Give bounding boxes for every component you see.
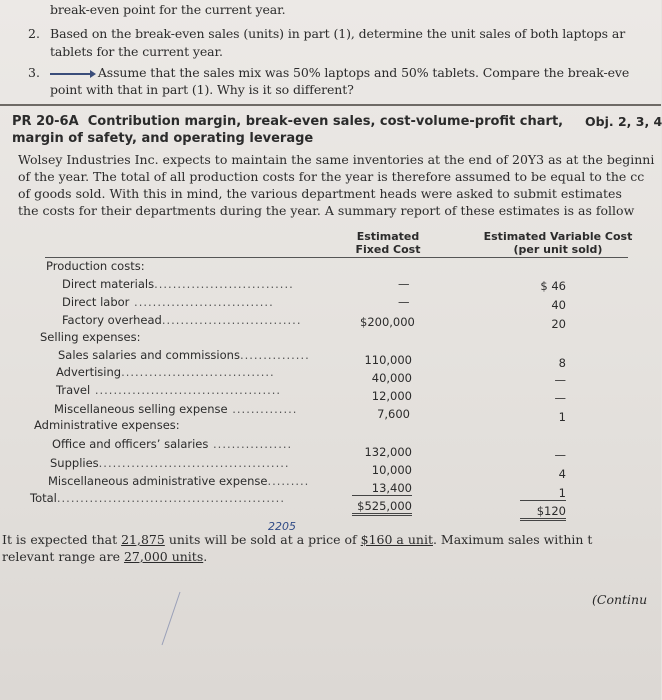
fixed-cost-cell: 7,600 (377, 407, 410, 421)
problem-heading-line2: margin of safety, and operating leverage (12, 131, 314, 146)
closing-line2: relevant range are 27,000 units. (2, 549, 208, 564)
fixed-cost-header: Estimated Fixed Cost (355, 230, 421, 256)
table-row-label: Advertising................................. (56, 365, 275, 379)
section-label-production: Production costs: (46, 259, 145, 273)
fixed-cost-cell: 110,000 (364, 353, 412, 367)
table-row-label-total: Total................................................. (30, 491, 285, 505)
section-divider (0, 104, 661, 106)
variable-cost-cell: — (554, 448, 566, 462)
problem-paragraph-line4: the costs for their departments during the year. A summary report of these estimates is as follow (18, 203, 635, 218)
variable-cost-cell: 4 (558, 467, 566, 481)
fixed-cost-cell: 40,000 (371, 371, 412, 385)
variable-cost-cell: $ 46 (540, 279, 566, 293)
variable-cost-cell: 8 (558, 356, 566, 370)
question-2-number: 2. (28, 26, 40, 41)
question-2-line1: Based on the break-even sales (units) in part (1), determine the unit sales of both laptops ar (50, 26, 626, 41)
objectives-label: Obj. 2, 3, 4 (585, 114, 662, 129)
table-row-label: Office and officers’ salaries ................. (52, 437, 293, 451)
pen-scribble (150, 590, 200, 650)
variable-cost-header: Estimated Variable Cost (per unit sold) (483, 230, 633, 256)
problem-heading-line1: PR 20-6A Contribution margin, break-even sales, cost-volume-profit chart, (12, 114, 564, 129)
question-3-line1: Assume that the sales mix was 50% laptops and 50% tablets. Compare the break-eve (50, 65, 629, 80)
closing-line1: It is expected that 21,875 units will be sold at a price of $160 a unit. Maximum sales within t (2, 532, 593, 547)
table-row-label: Sales salaries and commissions............... (58, 348, 310, 362)
fixed-cost-cell: 10,000 (371, 463, 412, 477)
fixed-cost-cell: — (398, 277, 410, 291)
question-3-number: 3. (28, 65, 40, 80)
question-1-tail: break-even point for the current year. (50, 2, 286, 17)
variable-cost-cell: — (554, 391, 566, 405)
continued-label: (Continu (592, 592, 648, 607)
section-label-selling: Selling expenses: (40, 330, 141, 344)
fixed-cost-cell: — (398, 295, 410, 309)
table-row-label: Travel ........................................ (56, 383, 282, 397)
problem-paragraph-line3: of goods sold. With this in mind, the various department heads were asked to submit estimates (18, 186, 622, 201)
question-3-line2: point with that in part (1). Why is it so different? (50, 82, 354, 97)
table-row-label: Miscellaneous selling expense .............. (54, 402, 298, 416)
handwritten-note: 2205 (268, 520, 296, 533)
table-row-label: Supplies......................................... (50, 456, 290, 470)
table-row-label: Direct materials.............................. (62, 277, 294, 291)
variable-cost-cell: 1 (520, 486, 566, 501)
variable-cost-cell: 1 (558, 410, 566, 424)
variable-cost-cell: — (554, 373, 566, 387)
fixed-cost-cell: $200,000 (360, 315, 415, 329)
fixed-cost-cell: 132,000 (364, 445, 412, 459)
variable-cost-cell: 40 (551, 298, 566, 312)
table-row-label: Factory overhead.............................. (62, 313, 302, 327)
problem-paragraph-line2: of the year. The total of all production costs for the year is therefore assumed to be equal to the cc (18, 169, 645, 184)
problem-paragraph-line1: Wolsey Industries Inc. expects to maintain the same inventories at the end of 20Y3 as at the beginni (18, 152, 655, 167)
arrow-icon (50, 73, 92, 75)
header-underline (45, 257, 628, 258)
table-row-label: Miscellaneous administrative expense......... (48, 474, 310, 488)
fixed-cost-cell: 13,400 (352, 481, 412, 496)
question-2-line2: tablets for the current year. (50, 44, 223, 59)
variable-cost-cell: 20 (551, 317, 566, 331)
table-row-label: Direct labor .............................. (62, 295, 274, 309)
fixed-cost-cell: 12,000 (371, 389, 412, 403)
fixed-cost-total: $525,000 (352, 499, 412, 516)
section-label-administrative: Administrative expenses: (34, 418, 180, 432)
variable-cost-total: $120 (520, 504, 566, 521)
